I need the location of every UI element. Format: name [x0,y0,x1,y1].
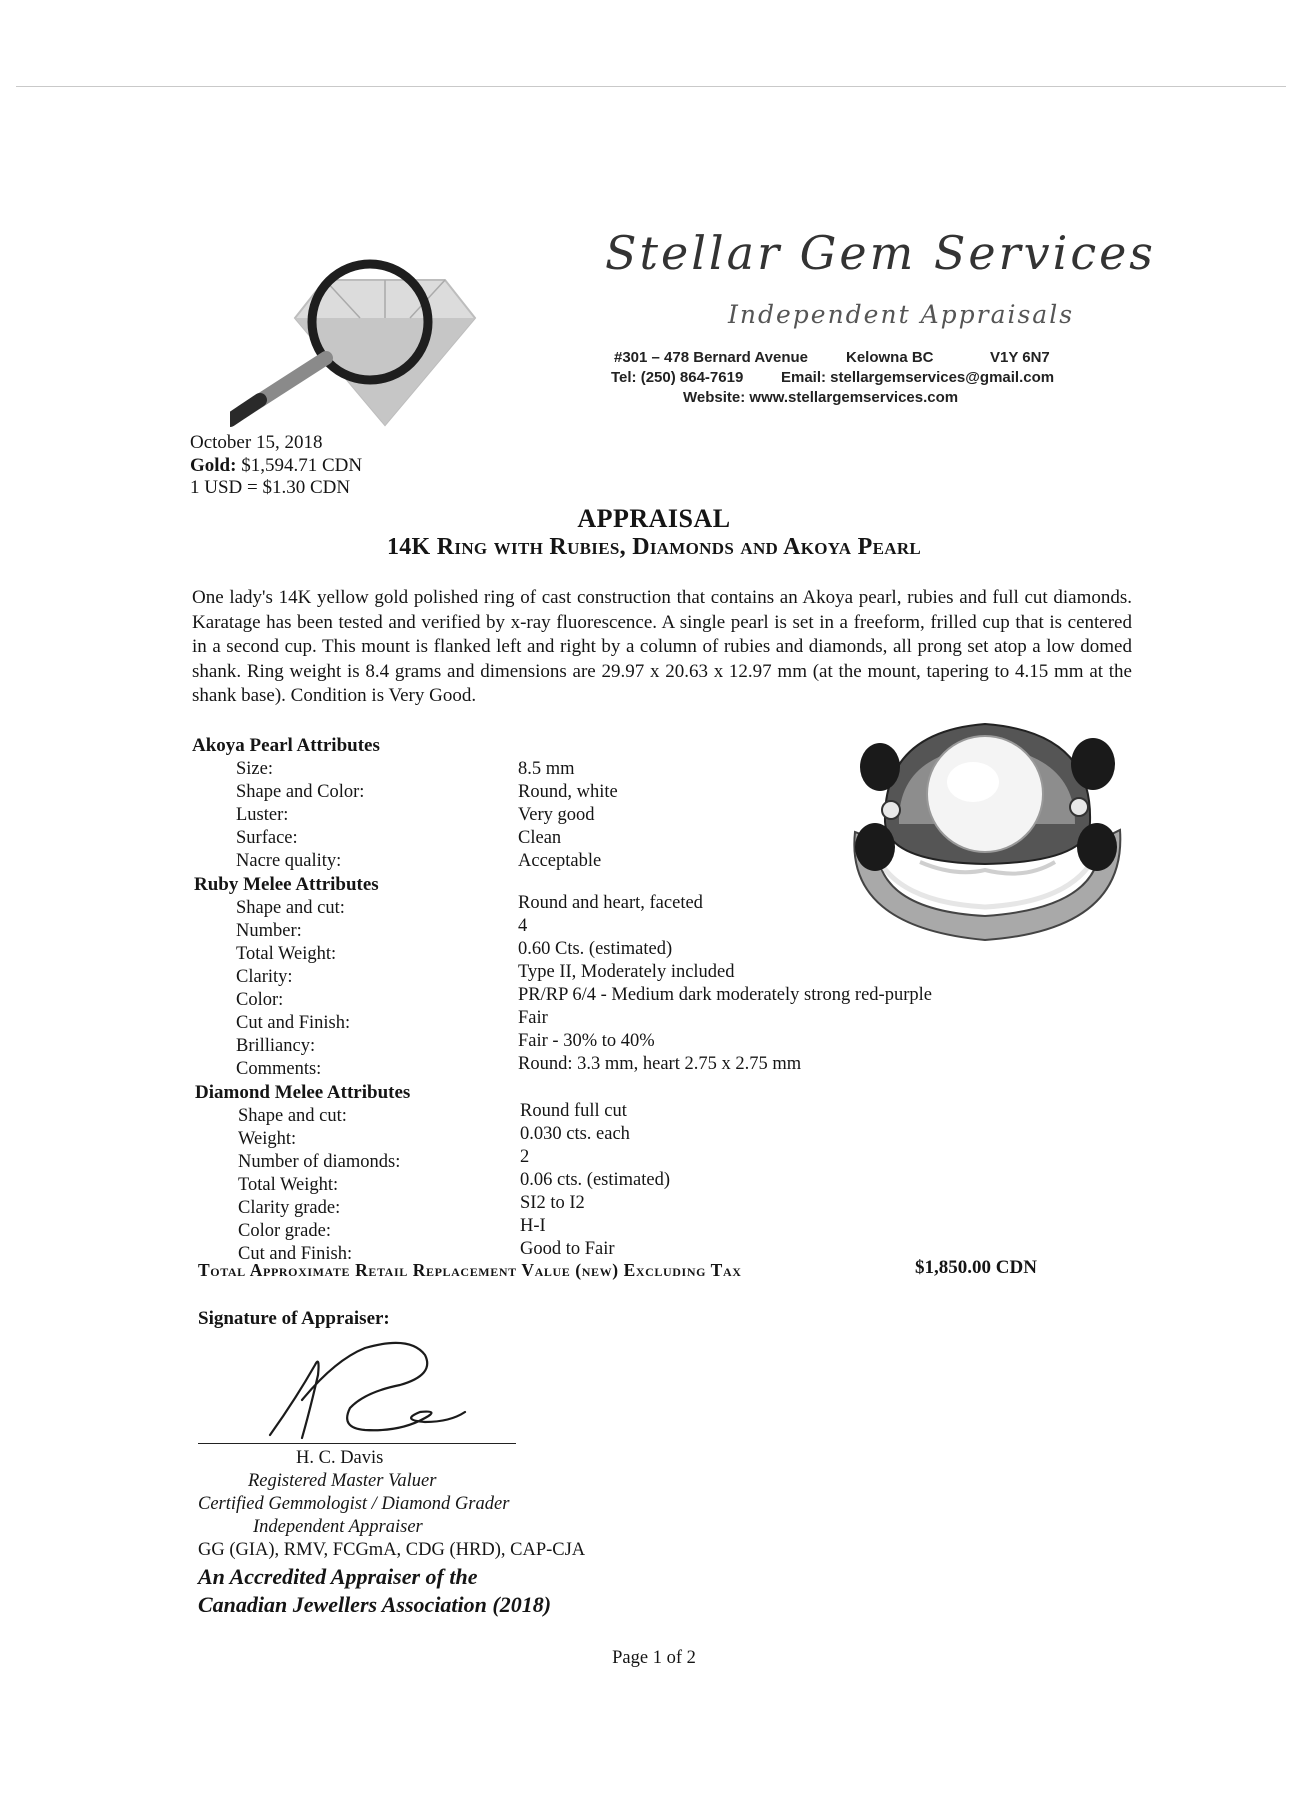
accreditation-line-1: An Accredited Appraiser of the [198,1564,478,1589]
pearl-attributes-heading: Akoya Pearl Attributes [192,735,380,756]
ruby-comments-value: Round: 3.3 mm, heart 2.75 x 2.75 mm [518,1054,802,1074]
pearl-shape-value: Round, white [518,782,618,802]
pearl-size-value: 8.5 mm [518,759,575,779]
diamond-weight-label: Weight: [238,1129,297,1149]
appraiser-title-1: Registered Master Valuer [248,1471,437,1491]
pearl-surface-value: Clean [518,828,562,848]
pearl-surface-label: Surface: [236,828,298,848]
diamond-total-weight-value: 0.06 cts. (estimated) [520,1170,671,1190]
ruby-shape-label: Shape and cut: [236,898,345,918]
ruby-clarity-label: Clarity: [236,967,293,987]
pearl-nacre-label: Nacre quality: [236,851,342,871]
company-tel: Tel: (250) 864-7619 [611,369,744,386]
diamond-clarity-label: Clarity grade: [238,1198,341,1218]
ruby-total-weight-label: Total Weight: [236,944,337,964]
ruby-brilliancy-label: Brilliancy: [236,1036,316,1056]
item-description: One lady's 14K yellow gold polished ring of cast construction that contains an Akoya pearl, rubies and full cut diamonds. Karatage has been tested and verified by x-ray fluorescence. A single pearl is set in a freeform, frilled cup that is centered in a second cup. This mount is flanked left and right by a column of rubies and diamonds, all prong set atop a low domed shank. Ring weight is 8.4 grams and dimensions are 29.97 x 20.63 x 12.97 mm (at the mount, tapering to 4.15 mm at the shank base). Condition is Very Good. [192,587,1132,706]
diamond-color-value: H-I [520,1216,546,1236]
diamond-shape-value: Round full cut [520,1101,627,1121]
company-name: Stellar Gem Services [605,226,1156,280]
ruby-number-label: Number: [236,921,302,941]
document-subtitle: 14K Ring with Rubies, Diamonds and Akoya Pearl [386,534,922,560]
ruby-shape-value: Round and heart, faceted [518,893,703,913]
ruby-total-weight-value: 0.60 Cts. (estimated) [518,939,673,959]
diamond-shape-label: Shape and cut: [238,1106,347,1126]
appraisal-date: October 15, 2018 [190,432,323,453]
pearl-luster-value: Very good [518,805,595,825]
ruby-color-label: Color: [236,990,284,1010]
diamond-total-weight-label: Total Weight: [238,1175,339,1195]
diamond-weight-value: 0.030 cts. each [520,1124,630,1144]
ruby-color-value: PR/RP 6/4 - Medium dark moderately strong red-purple [518,985,932,1005]
company-website: Website: www.stellargemservices.com [683,389,959,406]
diamond-clarity-value: SI2 to I2 [520,1193,585,1213]
total-value-label: Total Approximate Retail Replacement Value (new) Excluding Tax [198,1260,742,1280]
gold-price [190,455,362,477]
top-divider [16,86,1286,87]
diamond-cut-label: Cut and Finish: [238,1244,353,1264]
ruby-cut-value: Fair [518,1008,548,1028]
ruby-clarity-value: Type II, Moderately included [518,962,735,982]
company-postal: V1Y 6N7 [990,349,1050,366]
ruby-brilliancy-value: Fair - 30% to 40% [518,1031,655,1051]
pearl-size-label: Size: [236,759,273,779]
appraiser-credentials: GG (GIA), RMV, FCGmA, CDG (HRD), CAP-CJA [198,1540,586,1560]
appraiser-title-2: Certified Gemmologist / Diamond Grader [198,1494,510,1514]
pearl-nacre-value: Acceptable [518,851,602,871]
signature-label: Signature of Appraiser: [198,1308,390,1329]
ruby-number-value: 4 [518,916,528,936]
pearl-shape-label: Shape and Color: [236,782,365,802]
gold-value: $1,594.71 CDN [236,455,363,476]
company-email: Email: stellargemservices@gmail.com [781,369,1055,386]
pearl-luster-label: Luster: [236,805,289,825]
ruby-attributes-heading: Ruby Melee Attributes [194,874,379,895]
signature-line [198,1443,516,1444]
total-value-amount: $1,850.00 CDN [915,1257,1037,1278]
company-city: Kelowna BC [846,349,934,366]
appraiser-name: H. C. Davis [296,1448,384,1468]
appraiser-signature-icon [260,1330,490,1450]
diamond-attributes-heading: Diamond Melee Attributes [195,1082,411,1103]
exchange-rate: 1 USD = $1.30 CDN [190,477,351,498]
gold-label: Gold: [190,455,237,476]
company-address: #301 – 478 Bernard Avenue [614,349,808,366]
diamond-number-label: Number of diamonds: [238,1152,401,1172]
document-title: APPRAISAL [577,504,731,533]
company-tagline: Independent Appraisals [728,300,1075,329]
ring-photo [835,712,1145,952]
appraiser-title-3: Independent Appraiser [253,1517,423,1537]
ruby-cut-label: Cut and Finish: [236,1013,351,1033]
diamond-cut-value: Good to Fair [520,1239,615,1259]
ruby-comments-label: Comments: [236,1059,322,1079]
accreditation-line-2: Canadian Jewellers Association (2018) [198,1592,552,1617]
page-number: Page 1 of 2 [612,1648,696,1668]
diamond-color-label: Color grade: [238,1221,331,1241]
diamond-number-value: 2 [520,1147,530,1167]
